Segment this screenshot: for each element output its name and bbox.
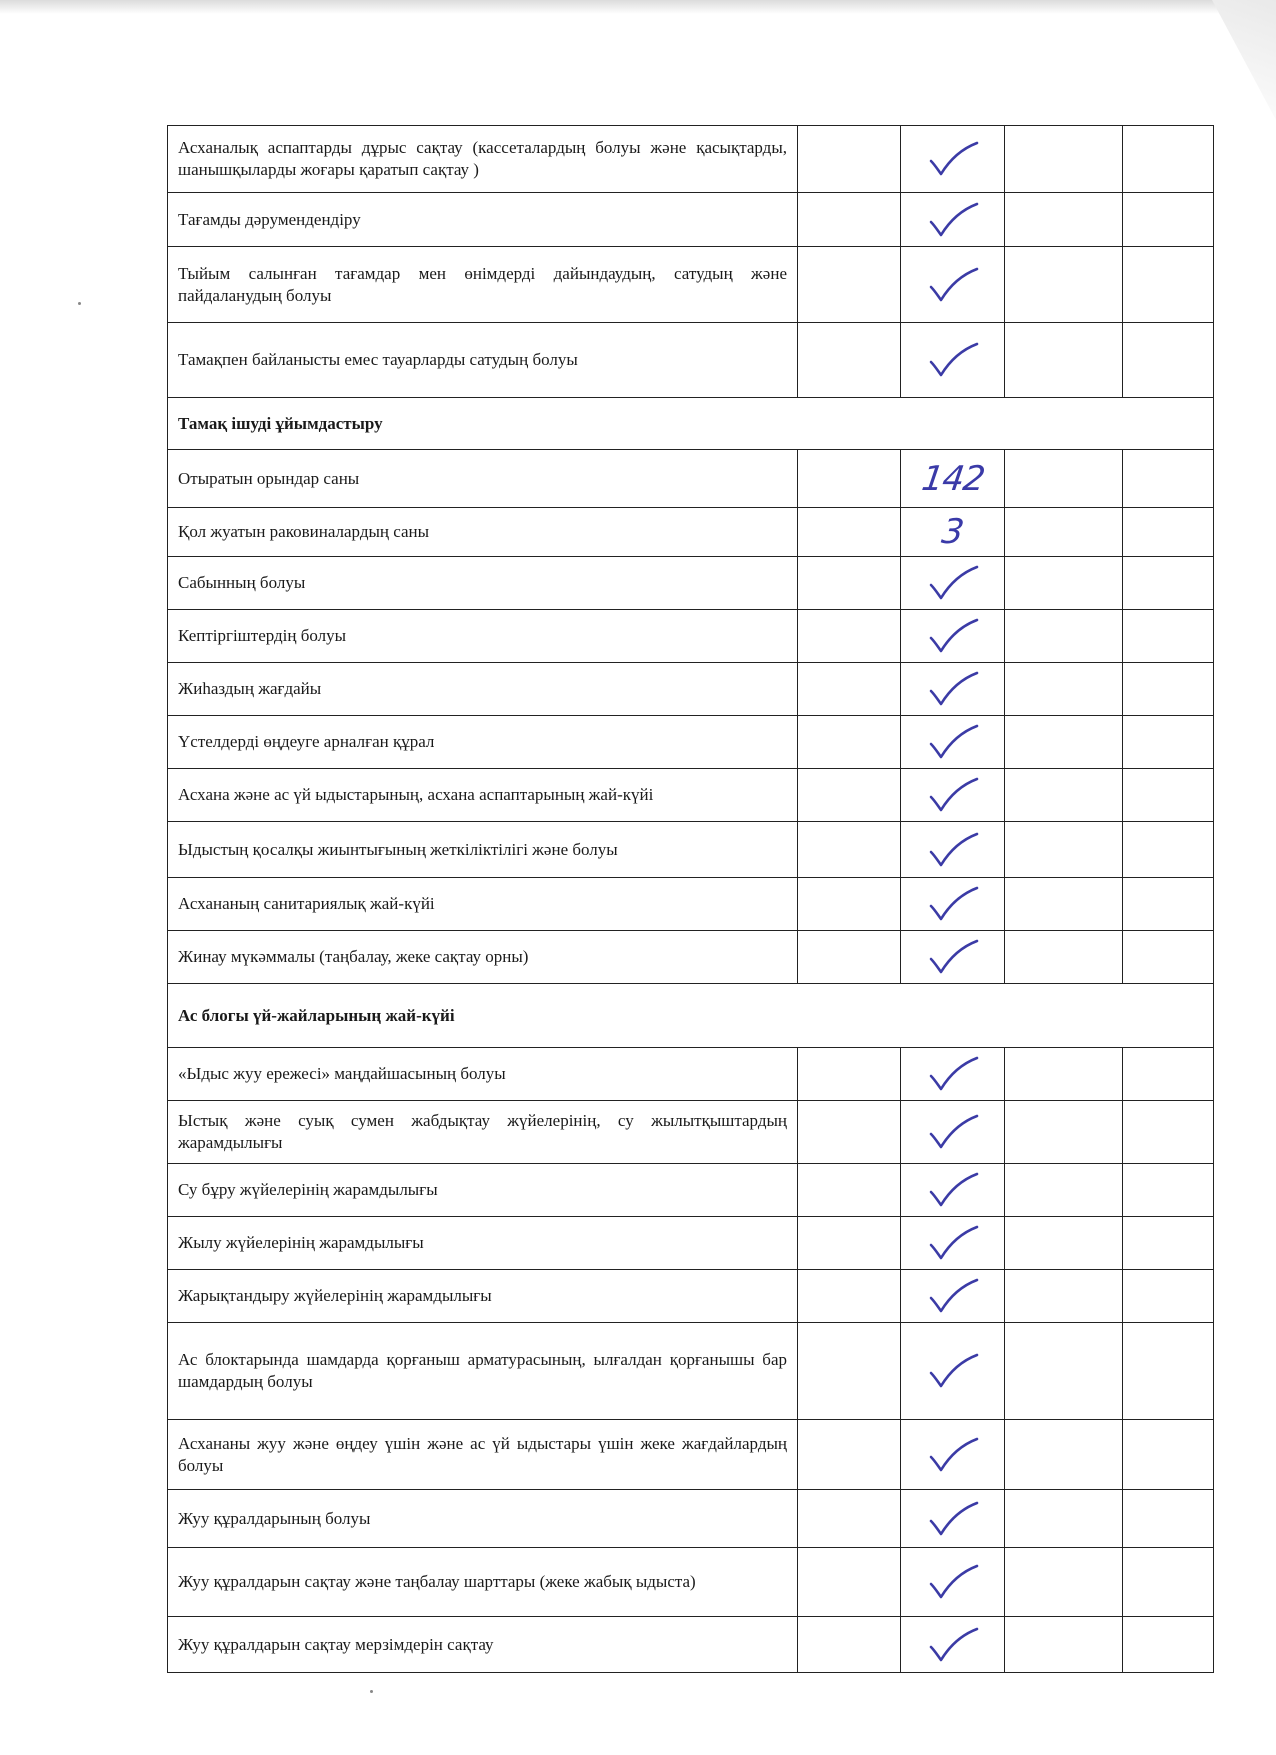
empty-column-cell xyxy=(1005,1101,1123,1164)
checklist-row xyxy=(168,1164,1214,1217)
criterion-label: Ыдыстың қосалқы жиынтығының жеткіліктілігі және болуы xyxy=(168,822,798,878)
handwritten-checkmark-icon xyxy=(911,1223,994,1263)
empty-column-cell xyxy=(1123,508,1214,557)
checklist-row xyxy=(168,769,1214,822)
criterion-label: Қол жуатын раковиналардың саны xyxy=(168,508,798,557)
empty-column-cell xyxy=(1005,193,1123,247)
handwritten-checkmark-icon xyxy=(911,139,994,179)
empty-column-cell xyxy=(798,1164,901,1217)
empty-column-cell xyxy=(1005,610,1123,663)
handwritten-checkmark-icon xyxy=(911,937,994,977)
empty-column-cell xyxy=(1005,508,1123,557)
handwritten-checkmark-icon xyxy=(911,1625,994,1665)
criterion-label: Су бұру жүйелерінің жарамдылығы xyxy=(168,1164,798,1217)
empty-column-cell xyxy=(1005,1323,1123,1420)
handwritten-checkmark-icon xyxy=(911,722,994,762)
handwritten-checkmark-icon xyxy=(911,265,994,305)
criterion-label: Жуу құралдарын сақтау мерзімдерін сақтау xyxy=(168,1617,798,1673)
empty-column-cell xyxy=(1005,1217,1123,1270)
criterion-label: Тамақпен байланысты емес тауарларды сатудың болуы xyxy=(168,323,798,398)
assessment-cell xyxy=(901,1270,1005,1323)
assessment-cell xyxy=(901,1323,1005,1420)
checklist-row xyxy=(168,1490,1214,1548)
empty-column-cell xyxy=(798,1101,901,1164)
assessment-cell xyxy=(901,610,1005,663)
criterion-label: Кептіргіштердің болуы xyxy=(168,610,798,663)
empty-column-cell xyxy=(1123,1548,1214,1617)
empty-column-cell xyxy=(1123,1217,1214,1270)
criterion-label: Жылу жүйелерінің жарамдылығы xyxy=(168,1217,798,1270)
empty-column-cell xyxy=(1123,1048,1214,1101)
empty-column-cell xyxy=(798,1323,901,1420)
empty-column-cell xyxy=(798,1490,901,1548)
handwritten-checkmark-icon xyxy=(911,616,994,656)
assessment-cell xyxy=(901,1420,1005,1490)
empty-column-cell xyxy=(1005,822,1123,878)
empty-column-cell xyxy=(1123,1164,1214,1217)
empty-column-cell xyxy=(1005,450,1123,508)
handwritten-checkmark-icon xyxy=(911,200,994,240)
assessment-cell xyxy=(901,557,1005,610)
checklist-row xyxy=(168,1548,1214,1617)
empty-column-cell xyxy=(1123,716,1214,769)
assessment-cell xyxy=(901,508,1005,557)
empty-column-cell xyxy=(798,1548,901,1617)
empty-column-cell xyxy=(798,1420,901,1490)
checklist-row xyxy=(168,878,1214,931)
criterion-label: Үстелдерді өңдеуге арналған құрал xyxy=(168,716,798,769)
empty-column-cell xyxy=(1005,1490,1123,1548)
empty-column-cell xyxy=(1005,247,1123,323)
criterion-label: Асхана және ас үй ыдыстарының, асхана аспаптарының жай-күйі xyxy=(168,769,798,822)
empty-column-cell xyxy=(1123,323,1214,398)
criterion-label: Жуу құралдарын сақтау және таңбалау шарттары (жеке жабық ыдыста) xyxy=(168,1548,798,1617)
checklist-row xyxy=(168,1420,1214,1490)
empty-column-cell xyxy=(798,1270,901,1323)
empty-column-cell xyxy=(1005,1048,1123,1101)
empty-column-cell xyxy=(798,1048,901,1101)
checklist-row xyxy=(168,450,1214,508)
section-title: Тамақ ішуді ұйымдастыру xyxy=(168,398,1214,450)
empty-column-cell xyxy=(1123,769,1214,822)
empty-column-cell xyxy=(1123,1420,1214,1490)
empty-column-cell xyxy=(798,822,901,878)
empty-column-cell xyxy=(1005,931,1123,984)
scan-speck xyxy=(370,1690,373,1693)
handwritten-checkmark-icon xyxy=(911,775,994,815)
criterion-label: Жиһаздың жағдайы xyxy=(168,663,798,716)
empty-column-cell xyxy=(1005,769,1123,822)
empty-column-cell xyxy=(1005,1420,1123,1490)
empty-column-cell xyxy=(1005,663,1123,716)
handwritten-checkmark-icon xyxy=(911,1112,994,1152)
empty-column-cell xyxy=(798,610,901,663)
checklist-row xyxy=(168,1217,1214,1270)
empty-column-cell xyxy=(1005,1617,1123,1673)
checklist-row xyxy=(168,508,1214,557)
criterion-label: Ыстық және суық сумен жабдықтау жүйелерінің, су жылытқыштардың жарамдылығы xyxy=(168,1101,798,1164)
handwritten-checkmark-icon xyxy=(911,1499,994,1539)
criterion-label: Асхананың санитариялық жай-күйі xyxy=(168,878,798,931)
assessment-cell xyxy=(901,450,1005,508)
assessment-cell xyxy=(901,1490,1005,1548)
handwritten-checkmark-icon xyxy=(911,1351,994,1391)
inspection-checklist-table xyxy=(167,125,1214,1673)
criterion-label: «Ыдыс жуу ережесі» маңдайшасының болуы xyxy=(168,1048,798,1101)
empty-column-cell xyxy=(1123,1323,1214,1420)
empty-column-cell xyxy=(798,769,901,822)
checklist-row xyxy=(168,1617,1214,1673)
assessment-cell xyxy=(901,1217,1005,1270)
empty-column-cell xyxy=(798,508,901,557)
empty-column-cell xyxy=(1005,1548,1123,1617)
empty-column-cell xyxy=(1123,557,1214,610)
empty-column-cell xyxy=(1005,1164,1123,1217)
checklist-row xyxy=(168,716,1214,769)
section-row xyxy=(168,398,1214,450)
handwritten-checkmark-icon xyxy=(911,884,994,924)
scan-speck xyxy=(78,302,81,305)
checklist-row xyxy=(168,126,1214,193)
empty-column-cell xyxy=(1123,247,1214,323)
empty-column-cell xyxy=(1123,931,1214,984)
empty-column-cell xyxy=(798,663,901,716)
section-row xyxy=(168,984,1214,1048)
assessment-cell xyxy=(901,126,1005,193)
empty-column-cell xyxy=(1123,1617,1214,1673)
page-corner-fold xyxy=(1196,0,1276,120)
checklist-row xyxy=(168,557,1214,610)
assessment-cell xyxy=(901,1617,1005,1673)
empty-column-cell xyxy=(798,557,901,610)
handwritten-checkmark-icon xyxy=(911,563,994,603)
handwritten-checkmark-icon xyxy=(911,340,994,380)
empty-column-cell xyxy=(1123,610,1214,663)
empty-column-cell xyxy=(798,247,901,323)
assessment-cell xyxy=(901,1101,1005,1164)
empty-column-cell xyxy=(1005,1270,1123,1323)
empty-column-cell xyxy=(798,931,901,984)
handwritten-checkmark-icon xyxy=(911,669,994,709)
empty-column-cell xyxy=(798,126,901,193)
empty-column-cell xyxy=(1005,557,1123,610)
criterion-label: Асхананы жуу және өңдеу үшін және ас үй ыдыстары үшін жеке жағдайлардың болуы xyxy=(168,1420,798,1490)
assessment-cell xyxy=(901,822,1005,878)
empty-column-cell xyxy=(798,1217,901,1270)
assessment-cell xyxy=(901,1164,1005,1217)
empty-column-cell xyxy=(1005,878,1123,931)
empty-column-cell xyxy=(798,450,901,508)
criterion-label: Асханалық аспаптарды дұрыс сақтау (кассеталардың болуы және қасықтарды, шанышқыларды жоғары қаратып сақтау ) xyxy=(168,126,798,193)
empty-column-cell xyxy=(798,878,901,931)
checklist-row xyxy=(168,1048,1214,1101)
assessment-cell xyxy=(901,193,1005,247)
empty-column-cell xyxy=(1123,663,1214,716)
assessment-cell xyxy=(901,247,1005,323)
criterion-label: Тыйым салынған тағамдар мен өнімдерді дайындаудың, сатудың және пайдаланудың болуы xyxy=(168,247,798,323)
assessment-cell xyxy=(901,931,1005,984)
criterion-label: Отыратын орындар саны xyxy=(168,450,798,508)
checklist-row xyxy=(168,1270,1214,1323)
empty-column-cell xyxy=(798,1617,901,1673)
checklist-row xyxy=(168,822,1214,878)
handwritten-value: 3 xyxy=(939,512,966,552)
criterion-label: Жинау мүкәммалы (таңбалау, жеке сақтау орны) xyxy=(168,931,798,984)
empty-column-cell xyxy=(798,323,901,398)
empty-column-cell xyxy=(1005,716,1123,769)
assessment-cell xyxy=(901,878,1005,931)
assessment-cell xyxy=(901,1048,1005,1101)
checklist-row xyxy=(168,663,1214,716)
handwritten-value: 142 xyxy=(918,458,987,499)
empty-column-cell xyxy=(798,716,901,769)
empty-column-cell xyxy=(1123,193,1214,247)
checklist-row xyxy=(168,323,1214,398)
criterion-label: Сабынның болуы xyxy=(168,557,798,610)
empty-column-cell xyxy=(1005,323,1123,398)
empty-column-cell xyxy=(1123,450,1214,508)
empty-column-cell xyxy=(1123,1101,1214,1164)
handwritten-checkmark-icon xyxy=(911,1562,994,1602)
handwritten-checkmark-icon xyxy=(911,1276,994,1316)
handwritten-checkmark-icon xyxy=(911,1170,994,1210)
checklist-body xyxy=(168,126,1214,1673)
checklist-row xyxy=(168,931,1214,984)
assessment-cell xyxy=(901,716,1005,769)
scan-edge-shadow xyxy=(0,0,1276,14)
handwritten-checkmark-icon xyxy=(911,830,994,870)
checklist-row xyxy=(168,193,1214,247)
empty-column-cell xyxy=(1123,1270,1214,1323)
criterion-label: Тағамды дәрумендендіру xyxy=(168,193,798,247)
checklist-row xyxy=(168,1101,1214,1164)
assessment-cell xyxy=(901,1548,1005,1617)
section-title: Ас блогы үй-жайларының жай-күйі xyxy=(168,984,1214,1048)
empty-column-cell xyxy=(1123,822,1214,878)
assessment-cell xyxy=(901,769,1005,822)
checklist-row xyxy=(168,247,1214,323)
criterion-label: Ас блоктарында шамдарда қорғаныш арматурасының, ылғалдан қорғанышы бар шамдардың болуы xyxy=(168,1323,798,1420)
empty-column-cell xyxy=(1123,878,1214,931)
empty-column-cell xyxy=(798,193,901,247)
empty-column-cell xyxy=(1123,1490,1214,1548)
checklist-row xyxy=(168,1323,1214,1420)
assessment-cell xyxy=(901,663,1005,716)
criterion-label: Жарықтандыру жүйелерінің жарамдылығы xyxy=(168,1270,798,1323)
criterion-label: Жуу құралдарының болуы xyxy=(168,1490,798,1548)
handwritten-checkmark-icon xyxy=(911,1435,994,1475)
assessment-cell xyxy=(901,323,1005,398)
checklist-row xyxy=(168,610,1214,663)
handwritten-checkmark-icon xyxy=(911,1054,994,1094)
empty-column-cell xyxy=(1005,126,1123,193)
empty-column-cell xyxy=(1123,126,1214,193)
